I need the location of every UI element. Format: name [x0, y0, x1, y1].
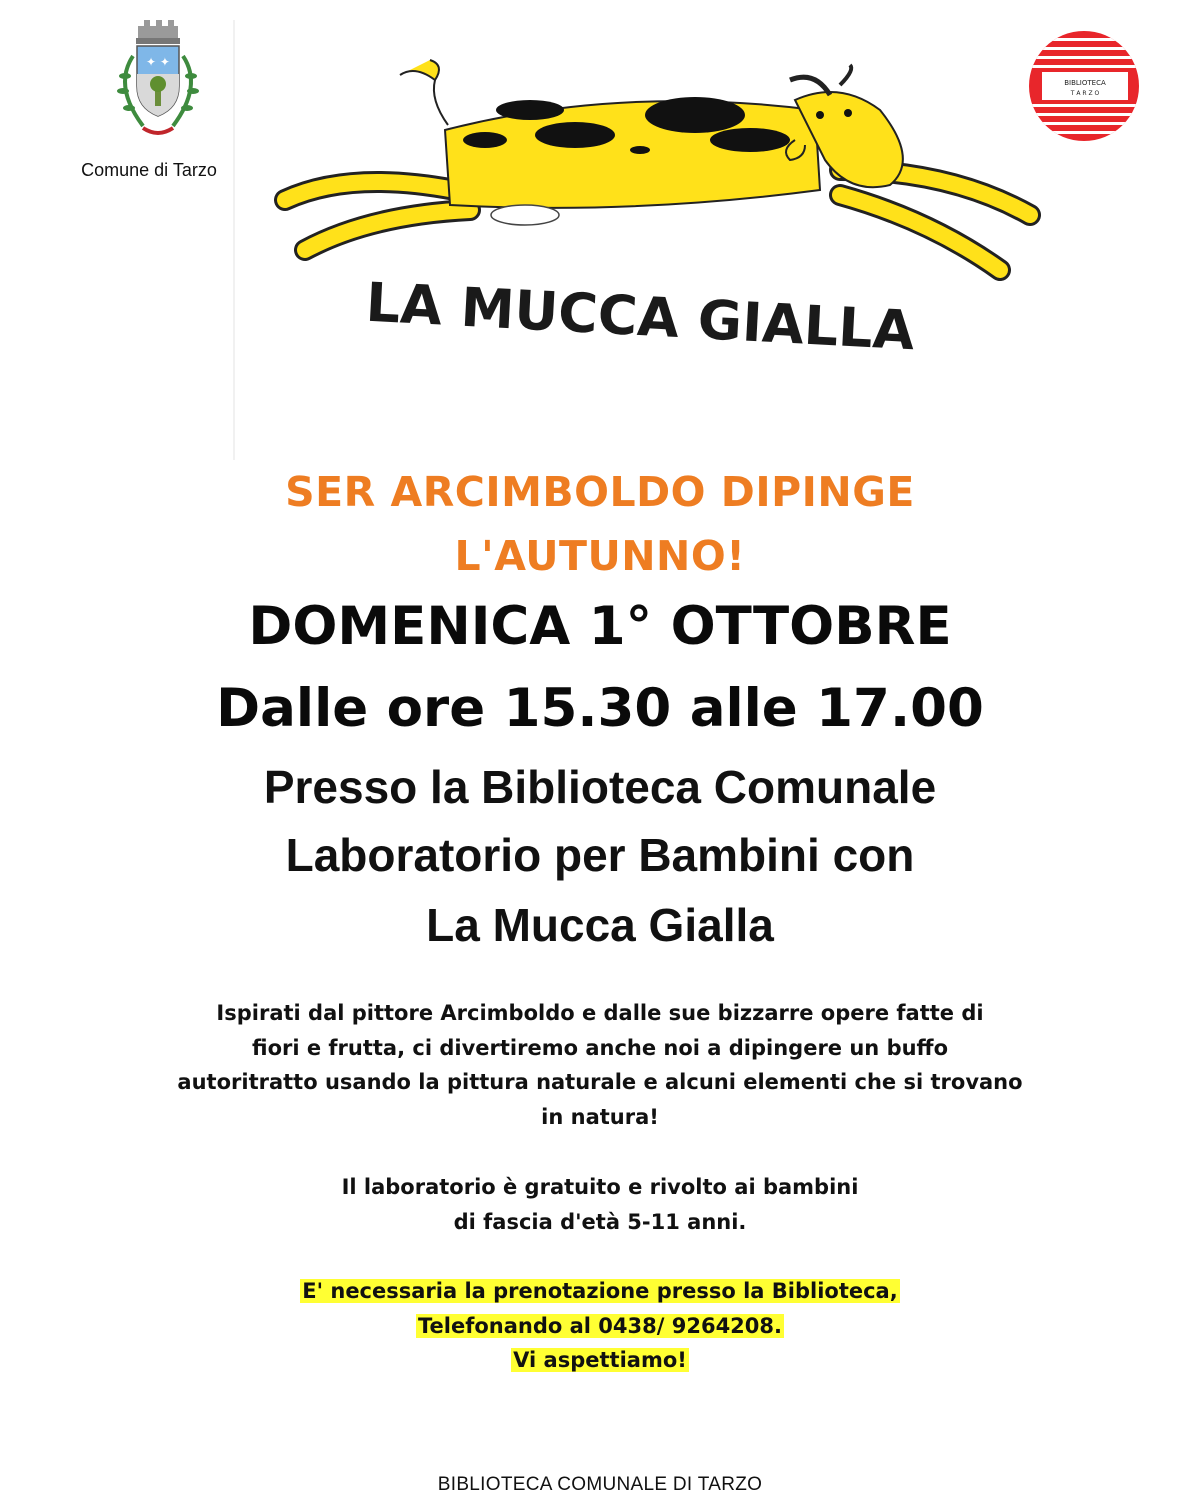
info-line: Il laboratorio è gratuito e rivolto ai bambini [341, 1175, 859, 1199]
description-paragraph [0, 996, 1200, 1134]
event-title-line-1: SER ARCIMBOLDO DIPINGE [285, 468, 915, 516]
description-line: autoritratto usando la pittura naturale e alcuni elementi che si trovano [177, 1070, 1023, 1094]
svg-text:✦ ✦: ✦ ✦ [146, 55, 170, 69]
event-title-line-2: L'AUTUNNO! [454, 532, 746, 580]
event-lab-line: Laboratorio per Bambini con [285, 829, 915, 881]
event-time: Dalle ore 15.30 alle 17.00 [216, 678, 984, 739]
booking-closing-line: Vi aspettiamo! [513, 1348, 687, 1372]
cow-title-lettering: LA MUCCA GIALLA [364, 270, 917, 363]
description-line: fiori e frutta, ci divertiremo anche noi a dipingere un buffo [252, 1035, 948, 1060]
library-logo-text-bottom: T A R Z O [1070, 90, 1100, 97]
booking-paragraph [0, 1274, 1200, 1378]
library-logo-text-top: BIBLIOTECA [1064, 79, 1106, 87]
event-date: DOMENICA 1° OTTOBRE [248, 596, 952, 657]
event-place: Presso la Biblioteca Comunale [263, 761, 937, 813]
description-line: in natura! [541, 1104, 659, 1129]
comune-crest-logo [103, 16, 213, 146]
yellow-cow-illustration [230, 40, 1050, 460]
info-paragraph [0, 1170, 1200, 1239]
comune-label: Comune di Tarzo [81, 160, 217, 180]
booking-phone-line: Telefonando al 0438/ 9264208. [418, 1313, 782, 1338]
event-mucca-line: La Mucca Gialla [426, 899, 774, 951]
booking-line: E' necessaria la prenotazione presso la Biblioteca, [302, 1279, 898, 1303]
description-line: Ispirati dal pittore Arcimboldo e dalle sue bizzarre opere fatte di [216, 1001, 984, 1025]
info-line: di fascia d'età 5-11 anni. [453, 1209, 747, 1234]
footer-text: BIBLIOTECA COMUNALE DI TARZO [437, 1474, 763, 1495]
